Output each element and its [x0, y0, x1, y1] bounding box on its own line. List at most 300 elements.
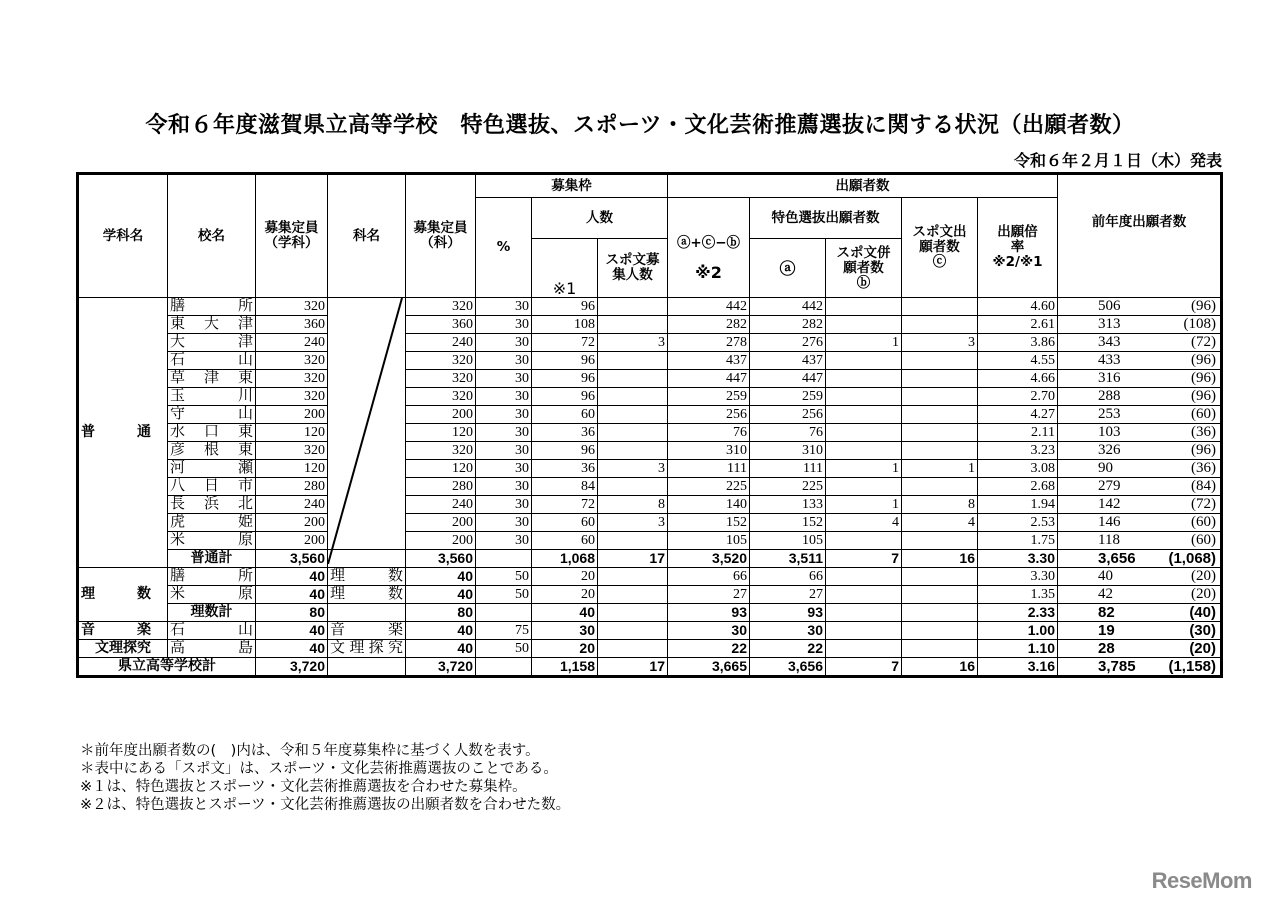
b-cell [826, 640, 902, 658]
ratio-cell: 2.33 [978, 604, 1058, 622]
cap-dept-cell: 280 [256, 478, 328, 496]
header-ratio [978, 198, 1058, 298]
pct-cell: 50 [476, 586, 532, 604]
course-name-cell [328, 460, 406, 478]
sum-cell: 437 [668, 352, 750, 370]
c-cell [902, 406, 978, 424]
ratio-cell: 2.11 [978, 424, 1058, 442]
cap-dept-cell: 3,560 [256, 550, 328, 568]
ratio-cell: 1.75 [978, 532, 1058, 550]
prev-frame: (1,068) [1168, 550, 1216, 567]
prev-count: 28 [1098, 640, 1115, 657]
course-name-cell [328, 388, 406, 406]
sum-cell: 282 [668, 316, 750, 334]
pct-cell: 50 [476, 568, 532, 586]
table-row [78, 298, 1222, 316]
course-name-cell [328, 352, 406, 370]
prev-frame: (1,158) [1168, 658, 1216, 675]
b-cell [826, 568, 902, 586]
a-cell: 259 [750, 388, 826, 406]
prev-count: 42 [1098, 586, 1113, 602]
spobun-frame-cell: 17 [598, 658, 668, 677]
cap-course-cell: 240 [406, 496, 476, 514]
sum-formula: ⓐ+ⓒ−ⓑ [676, 234, 741, 251]
sum-cell: 105 [668, 532, 750, 550]
spobun-frame-cell: 17 [598, 550, 668, 568]
prev-frame: (20) [1191, 568, 1216, 584]
c-cell [902, 370, 978, 388]
pct-cell: 30 [476, 352, 532, 370]
spobun-frame-cell: 3 [598, 460, 668, 478]
cap-course-cell: 3,560 [406, 550, 476, 568]
spobun-frame-cell [598, 298, 668, 316]
cap-dept-cell: 320 [256, 298, 328, 316]
b-cell: 7 [826, 550, 902, 568]
sum-cell: 256 [668, 406, 750, 424]
prev-applicants-cell [1058, 424, 1222, 442]
prev-frame: (60) [1191, 514, 1216, 530]
course-name-cell [328, 406, 406, 424]
footnotes [80, 742, 570, 814]
b-cell [826, 604, 902, 622]
cap-course-cell: 40 [406, 586, 476, 604]
pct-cell: 30 [476, 370, 532, 388]
prev-applicants-cell [1058, 298, 1222, 316]
header-cap-course: 募集定員（科） [406, 174, 476, 298]
prev-count: 90 [1098, 460, 1113, 476]
c-cell: 3 [902, 334, 978, 352]
prev-count: 253 [1098, 406, 1121, 422]
pct-cell: 30 [476, 298, 532, 316]
prev-count: 433 [1098, 352, 1121, 368]
prev-frame: (30) [1189, 622, 1216, 639]
prev-applicants-cell [1058, 658, 1222, 677]
prev-count: 118 [1098, 532, 1120, 548]
pct-cell [476, 550, 532, 568]
cap-course-cell: 200 [406, 532, 476, 550]
c-cell: 4 [902, 514, 978, 532]
c-cell [902, 640, 978, 658]
subtotal-row [78, 604, 1222, 622]
c-cell [902, 478, 978, 496]
ratio-cell: 4.60 [978, 298, 1058, 316]
cap-dept-cell: 200 [256, 532, 328, 550]
school-name-cell: 水 口 東 [168, 424, 256, 442]
course-name-cell [328, 370, 406, 388]
people-cell: 60 [532, 532, 598, 550]
cap-dept-cell: 320 [256, 442, 328, 460]
spobun-frame-cell [598, 478, 668, 496]
cap-dept-cell: 40 [256, 586, 328, 604]
spobun-frame-cell [598, 604, 668, 622]
people-cell: 40 [532, 604, 598, 622]
prev-frame: (20) [1189, 640, 1216, 657]
ratio-cell: 1.35 [978, 586, 1058, 604]
ratio-cell: 1.94 [978, 496, 1058, 514]
a-cell: 276 [750, 334, 826, 352]
dept-name-cell: 理 数 [78, 568, 168, 622]
c-cell: 16 [902, 550, 978, 568]
note1-mark: ※1 [532, 239, 598, 298]
sum-cell: 225 [668, 478, 750, 496]
header-cap-dept: 募集定員（学科） [256, 174, 328, 298]
c-cell [902, 586, 978, 604]
cap-course-cell: 80 [406, 604, 476, 622]
prev-count: 82 [1098, 604, 1115, 621]
ratio-cell: 2.53 [978, 514, 1058, 532]
sum-cell: 22 [668, 640, 750, 658]
prev-applicants-cell [1058, 586, 1222, 604]
prev-applicants-cell [1058, 352, 1222, 370]
pct-cell: 30 [476, 406, 532, 424]
course-name-cell [328, 298, 406, 316]
cap-dept-cell: 3,720 [256, 658, 328, 677]
spobun-frame-cell [598, 424, 668, 442]
sum-cell: 152 [668, 514, 750, 532]
c-cell [902, 388, 978, 406]
prev-applicants-cell [1058, 442, 1222, 460]
cap-course-cell: 120 [406, 460, 476, 478]
spobun-frame-cell: 3 [598, 334, 668, 352]
cap-course-cell: 240 [406, 334, 476, 352]
cap-dept-cell: 200 [256, 514, 328, 532]
sum-cell: 30 [668, 622, 750, 640]
pct-cell: 30 [476, 334, 532, 352]
course-name-cell [328, 658, 406, 677]
b-cell [826, 532, 902, 550]
b-cell: 4 [826, 514, 902, 532]
cap-course-cell: 200 [406, 514, 476, 532]
cap-course-cell: 320 [406, 442, 476, 460]
school-name-cell: 東 大 津 [168, 316, 256, 334]
prev-applicants-cell [1058, 388, 1222, 406]
people-cell: 20 [532, 640, 598, 658]
b-cell: 7 [826, 658, 902, 677]
course-name-cell [328, 478, 406, 496]
c-cell [902, 352, 978, 370]
prev-frame: (96) [1191, 442, 1216, 458]
table-row [78, 460, 1222, 478]
pct-cell: 75 [476, 622, 532, 640]
b-cell [826, 316, 902, 334]
cap-course-cell: 40 [406, 622, 476, 640]
people-cell: 108 [532, 316, 598, 334]
school-name-cell: 膳 所 [168, 568, 256, 586]
cap-course-cell: 320 [406, 352, 476, 370]
table-row [78, 478, 1222, 496]
cap-course-cell: 120 [406, 424, 476, 442]
people-cell: 20 [532, 586, 598, 604]
footnote: ＊前年度出願者数の( )内は、令和５年度募集枠に基づく人数を表す。 [80, 743, 540, 759]
course-name-cell [328, 334, 406, 352]
sum-cell: 259 [668, 388, 750, 406]
prev-applicants-cell [1058, 334, 1222, 352]
sum-cell: 66 [668, 568, 750, 586]
ratio-cell: 1.00 [978, 622, 1058, 640]
course-name-cell [328, 604, 406, 622]
prev-count: 288 [1098, 388, 1121, 404]
a-cell: 447 [750, 370, 826, 388]
table-row [78, 442, 1222, 460]
c-cell [902, 604, 978, 622]
course-name-cell [328, 550, 406, 568]
spobun-dual-label: スポ文併願者数 [836, 244, 891, 276]
a-cell: 437 [750, 352, 826, 370]
prev-frame: (40) [1189, 604, 1216, 621]
prev-frame: (60) [1191, 406, 1216, 422]
header-frame-group: 募集枠 [476, 174, 668, 198]
dept-name-cell: 音 楽 [78, 622, 168, 640]
cap-dept-cell: 40 [256, 568, 328, 586]
header-pct: % [476, 198, 532, 298]
a-cell: 152 [750, 514, 826, 532]
prev-count: 343 [1098, 334, 1121, 350]
prev-frame: (20) [1191, 586, 1216, 602]
people-cell: 96 [532, 442, 598, 460]
b-cell [826, 298, 902, 316]
spobun-frame-cell: 3 [598, 514, 668, 532]
pct-cell: 50 [476, 640, 532, 658]
c-cell [902, 622, 978, 640]
sum-cell: 3,665 [668, 658, 750, 677]
ratio-note: ※2/※1 [992, 254, 1043, 270]
a-cell: 27 [750, 586, 826, 604]
subtotal-label: 普通計 [168, 550, 256, 568]
prev-frame: (96) [1191, 388, 1216, 404]
header-people: 人数 [532, 198, 668, 239]
course-name-cell [328, 442, 406, 460]
c-cell: 8 [902, 496, 978, 514]
prev-applicants-cell [1058, 460, 1222, 478]
school-name-cell: 草 津 東 [168, 370, 256, 388]
people-cell: 36 [532, 460, 598, 478]
people-cell: 20 [532, 568, 598, 586]
people-cell: 96 [532, 298, 598, 316]
people-cell: 96 [532, 388, 598, 406]
cap-dept-cell: 40 [256, 640, 328, 658]
ratio-cell: 4.55 [978, 352, 1058, 370]
school-name-cell: 守 山 [168, 406, 256, 424]
spobun-frame-cell [598, 370, 668, 388]
sum-cell: 27 [668, 586, 750, 604]
header-spobun-frame: スポ文募集人数 [598, 239, 668, 298]
sum-cell: 76 [668, 424, 750, 442]
prev-frame: (72) [1191, 496, 1216, 512]
prev-applicants-cell [1058, 640, 1222, 658]
pct-cell [476, 658, 532, 677]
prev-applicants-cell [1058, 478, 1222, 496]
cap-dept-cell: 240 [256, 496, 328, 514]
pct-cell: 30 [476, 496, 532, 514]
subtotal-label: 理数計 [168, 604, 256, 622]
spobun-frame-cell [598, 388, 668, 406]
prev-count: 3,785 [1098, 658, 1136, 675]
people-cell: 1,068 [532, 550, 598, 568]
circle-b-mark: ⓑ [856, 274, 871, 291]
a-cell: 133 [750, 496, 826, 514]
cap-dept-cell: 320 [256, 388, 328, 406]
school-name-cell: 高 島 [168, 640, 256, 658]
a-cell: 3,656 [750, 658, 826, 677]
a-cell: 310 [750, 442, 826, 460]
b-cell [826, 424, 902, 442]
people-cell: 96 [532, 370, 598, 388]
header-school: 校名 [168, 174, 256, 298]
spobun-frame-cell [598, 352, 668, 370]
cap-dept-cell: 40 [256, 622, 328, 640]
sum-cell: 442 [668, 298, 750, 316]
cap-dept-cell: 120 [256, 460, 328, 478]
c-cell [902, 298, 978, 316]
table-body [78, 298, 1222, 677]
prev-count: 313 [1098, 316, 1121, 332]
resemom-logo: ReseMom [1151, 868, 1252, 893]
prev-count: 142 [1098, 496, 1121, 512]
header-course: 科名 [328, 174, 406, 298]
cap-dept-cell: 80 [256, 604, 328, 622]
course-name-cell: 音 楽 [328, 622, 406, 640]
school-name-cell: 膳 所 [168, 298, 256, 316]
school-name-cell: 長 浜 北 [168, 496, 256, 514]
ratio-cell: 3.30 [978, 568, 1058, 586]
prev-applicants-cell [1058, 406, 1222, 424]
school-name-cell: 大 津 [168, 334, 256, 352]
prev-applicants-cell [1058, 568, 1222, 586]
cap-course-cell: 3,720 [406, 658, 476, 677]
a-cell: 225 [750, 478, 826, 496]
b-cell: 1 [826, 496, 902, 514]
header-spobun-app [902, 198, 978, 298]
cap-course-cell: 40 [406, 568, 476, 586]
pct-cell: 30 [476, 442, 532, 460]
cap-dept-cell: 240 [256, 334, 328, 352]
spobun-frame-cell [598, 640, 668, 658]
table-row [78, 424, 1222, 442]
publish-date: 令和６年２月１日（木）発表 [1013, 151, 1222, 170]
cap-dept-cell: 120 [256, 424, 328, 442]
prev-count: 3,656 [1098, 550, 1136, 567]
b-cell: 1 [826, 460, 902, 478]
c-cell: 1 [902, 460, 978, 478]
sum-cell: 278 [668, 334, 750, 352]
b-cell [826, 352, 902, 370]
people-cell: 30 [532, 622, 598, 640]
ratio-cell: 1.10 [978, 640, 1058, 658]
table-row [78, 622, 1222, 640]
sum-cell: 310 [668, 442, 750, 460]
applicants-table [76, 172, 1223, 678]
header-spobun-dual [826, 239, 902, 298]
table-row [78, 370, 1222, 388]
prev-applicants-cell [1058, 604, 1222, 622]
circle-c-mark: ⓒ [932, 254, 947, 270]
people-cell: 1,158 [532, 658, 598, 677]
prev-count: 506 [1098, 298, 1121, 314]
pct-cell: 30 [476, 532, 532, 550]
sum-cell: 93 [668, 604, 750, 622]
cap-dept-cell: 320 [256, 370, 328, 388]
a-cell: 76 [750, 424, 826, 442]
course-name-cell: 理 数 [328, 586, 406, 604]
spobun-frame-cell [598, 406, 668, 424]
ratio-cell: 2.61 [978, 316, 1058, 334]
header-dept: 学科名 [78, 174, 168, 298]
table-row [78, 496, 1222, 514]
table-row [78, 568, 1222, 586]
page-title: 令和６年度滋賀県立高等学校 特色選抜、スポーツ・文化芸術推薦選抜に関する状況（出願者数） [145, 113, 1135, 138]
spobun-frame-cell [598, 586, 668, 604]
ratio-cell: 3.86 [978, 334, 1058, 352]
a-cell: 442 [750, 298, 826, 316]
table-row [78, 514, 1222, 532]
pct-cell: 30 [476, 388, 532, 406]
prev-applicants-cell [1058, 514, 1222, 532]
sum-cell: 111 [668, 460, 750, 478]
ratio-cell: 3.23 [978, 442, 1058, 460]
spobun-frame-cell [598, 622, 668, 640]
header-a: ⓐ [750, 239, 826, 298]
school-name-cell: 彦 根 東 [168, 442, 256, 460]
ratio-label: 出願倍率 [997, 224, 1038, 255]
school-name-cell: 石 山 [168, 622, 256, 640]
b-cell [826, 442, 902, 460]
prev-applicants-cell [1058, 316, 1222, 334]
cap-dept-cell: 320 [256, 352, 328, 370]
people-cell: 72 [532, 496, 598, 514]
prev-applicants-cell [1058, 370, 1222, 388]
school-name-cell: 米 原 [168, 532, 256, 550]
dept-name-cell: 文理探究 [78, 640, 168, 658]
prev-count: 279 [1098, 478, 1121, 494]
prev-frame: (96) [1191, 298, 1216, 314]
pct-cell: 30 [476, 514, 532, 532]
ratio-cell: 2.70 [978, 388, 1058, 406]
a-cell: 22 [750, 640, 826, 658]
ratio-cell: 2.68 [978, 478, 1058, 496]
prev-frame: (96) [1191, 352, 1216, 368]
course-name-cell [328, 316, 406, 334]
school-name-cell: 石 山 [168, 352, 256, 370]
b-cell [826, 586, 902, 604]
table-row [78, 316, 1222, 334]
spobun-frame-cell: 8 [598, 496, 668, 514]
spobun-app-label: スポ文出願者数 [912, 224, 967, 255]
cap-dept-cell: 360 [256, 316, 328, 334]
people-cell: 60 [532, 514, 598, 532]
grand-total-label: 県立高等学校計 [78, 658, 256, 677]
prev-count: 19 [1098, 622, 1115, 639]
pct-cell: 30 [476, 478, 532, 496]
sum-cell: 447 [668, 370, 750, 388]
people-cell: 96 [532, 352, 598, 370]
prev-count: 316 [1098, 370, 1121, 386]
pct-cell: 30 [476, 424, 532, 442]
cap-course-cell: 360 [406, 316, 476, 334]
table-row [78, 640, 1222, 658]
table-row [78, 586, 1222, 604]
cap-course-cell: 320 [406, 388, 476, 406]
school-name-cell: 八 日 市 [168, 478, 256, 496]
ratio-cell: 3.08 [978, 460, 1058, 478]
c-cell [902, 568, 978, 586]
school-name-cell: 虎 姫 [168, 514, 256, 532]
ratio-cell: 4.66 [978, 370, 1058, 388]
b-cell [826, 406, 902, 424]
school-name-cell: 玉 川 [168, 388, 256, 406]
b-cell [826, 388, 902, 406]
people-cell: 84 [532, 478, 598, 496]
table-row [78, 352, 1222, 370]
